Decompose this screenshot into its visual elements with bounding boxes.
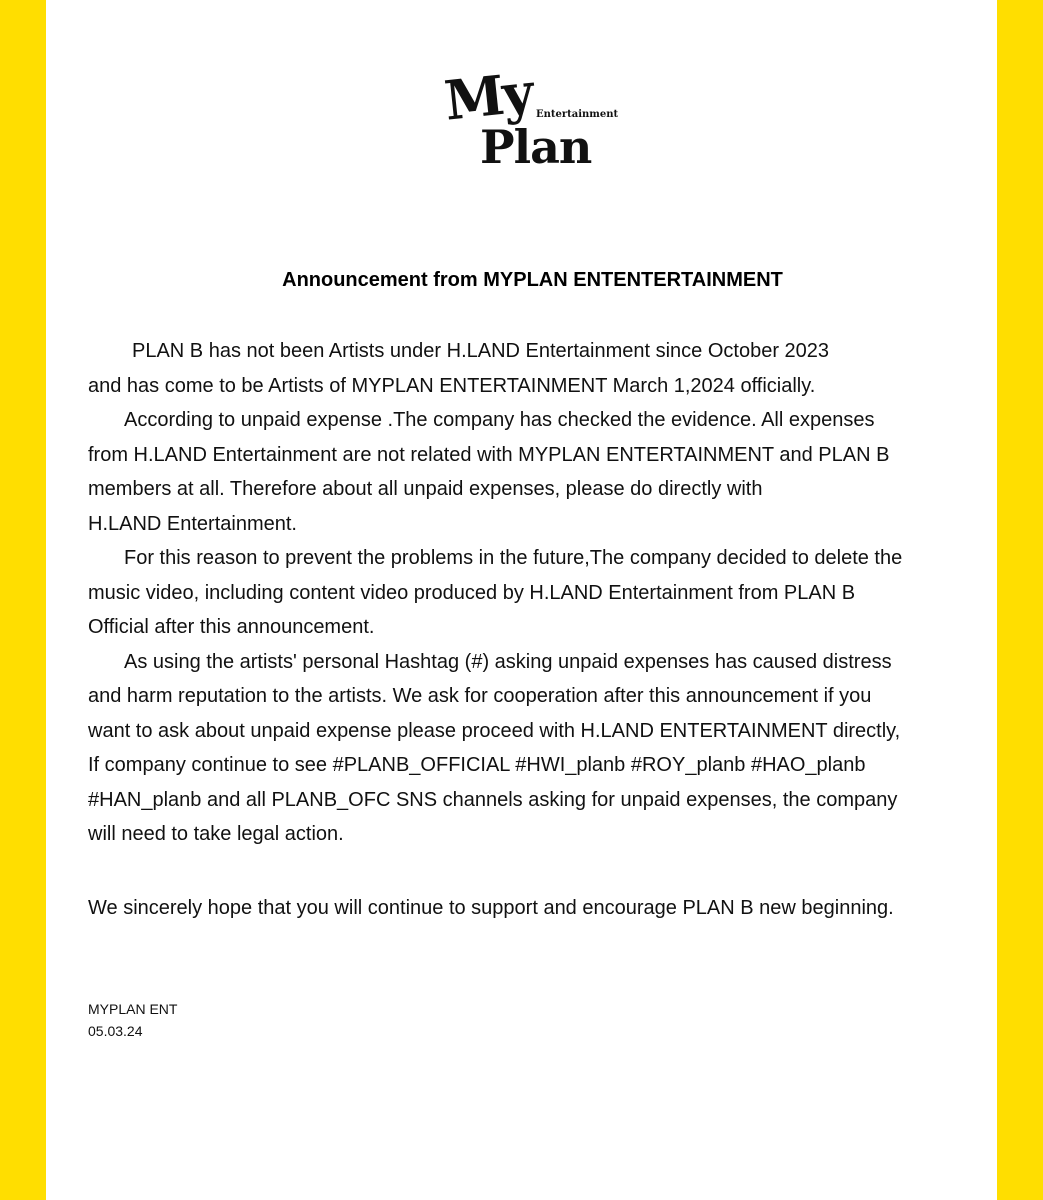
paragraph-line: #HAN_planb and all PLANB_OFC SNS channels asking for unpaid expenses, the company — [88, 788, 898, 811]
paragraph-line: from H.LAND Entertainment are not related with MYPLAN ENTERTAINMENT and PLAN B — [88, 443, 890, 466]
paragraph-2 — [88, 403, 988, 541]
paragraph-line: For this reason to prevent the problems in the future,The company decided to delete the — [124, 547, 903, 569]
logo-entertainment-text: Entertainment — [536, 109, 619, 120]
paragraph-line: H.LAND Entertainment. — [88, 512, 297, 535]
signoff-company: MYPLAN ENT — [88, 1001, 178, 1017]
paragraph-line: members at all. Therefore about all unpaid expenses, please do directly with — [88, 478, 763, 500]
paragraph-line: According to unpaid expense .The company has checked the evidence. All expenses — [124, 409, 875, 431]
paragraph-line: As using the artists' personal Hashtag (#) asking unpaid expenses has caused distress — [124, 650, 892, 673]
paragraph-1 — [88, 334, 988, 403]
announcement-title: Announcement from MYPLAN ENTENTERTAINMENT — [282, 269, 783, 291]
signoff-date: 05.03.24 — [88, 1023, 143, 1039]
paragraph-line: want to ask about unpaid expense please proceed with H.LAND ENTERTAINMENT directly, — [88, 719, 901, 742]
announcement-sheet — [46, 0, 997, 1200]
signoff — [88, 998, 177, 1042]
paragraph-line: PLAN B has not been Artists under H.LAND Entertainment since October 2023 — [132, 340, 830, 362]
paragraph-line: and harm reputation to the artists. We ask for cooperation after this announcement if you — [88, 685, 872, 707]
paragraph-3 — [88, 541, 988, 645]
closing-statement: We sincerely hope that you will continue to support and encourage PLAN B new beginning. — [88, 897, 894, 919]
paragraph-line: If company continue to see #PLANB_OFFICIAL #HWI_planb #ROY_planb #HAO_planb — [88, 754, 866, 776]
paragraph-line: will need to take legal action. — [88, 823, 344, 845]
paragraph-line: and has come to be Artists of MYPLAN ENTERTAINMENT March 1,2024 officially. — [88, 374, 816, 397]
paragraph-line: Official after this announcement. — [88, 616, 375, 638]
paragraph-4 — [88, 645, 988, 852]
logo-my-text: My — [441, 59, 535, 133]
announcement-body — [88, 334, 988, 852]
paragraph-line: music video, including content video produced by H.LAND Entertainment from PLAN B — [88, 581, 856, 604]
myplan-logo — [441, 59, 619, 180]
logo-plan-text: Plan — [480, 120, 592, 174]
